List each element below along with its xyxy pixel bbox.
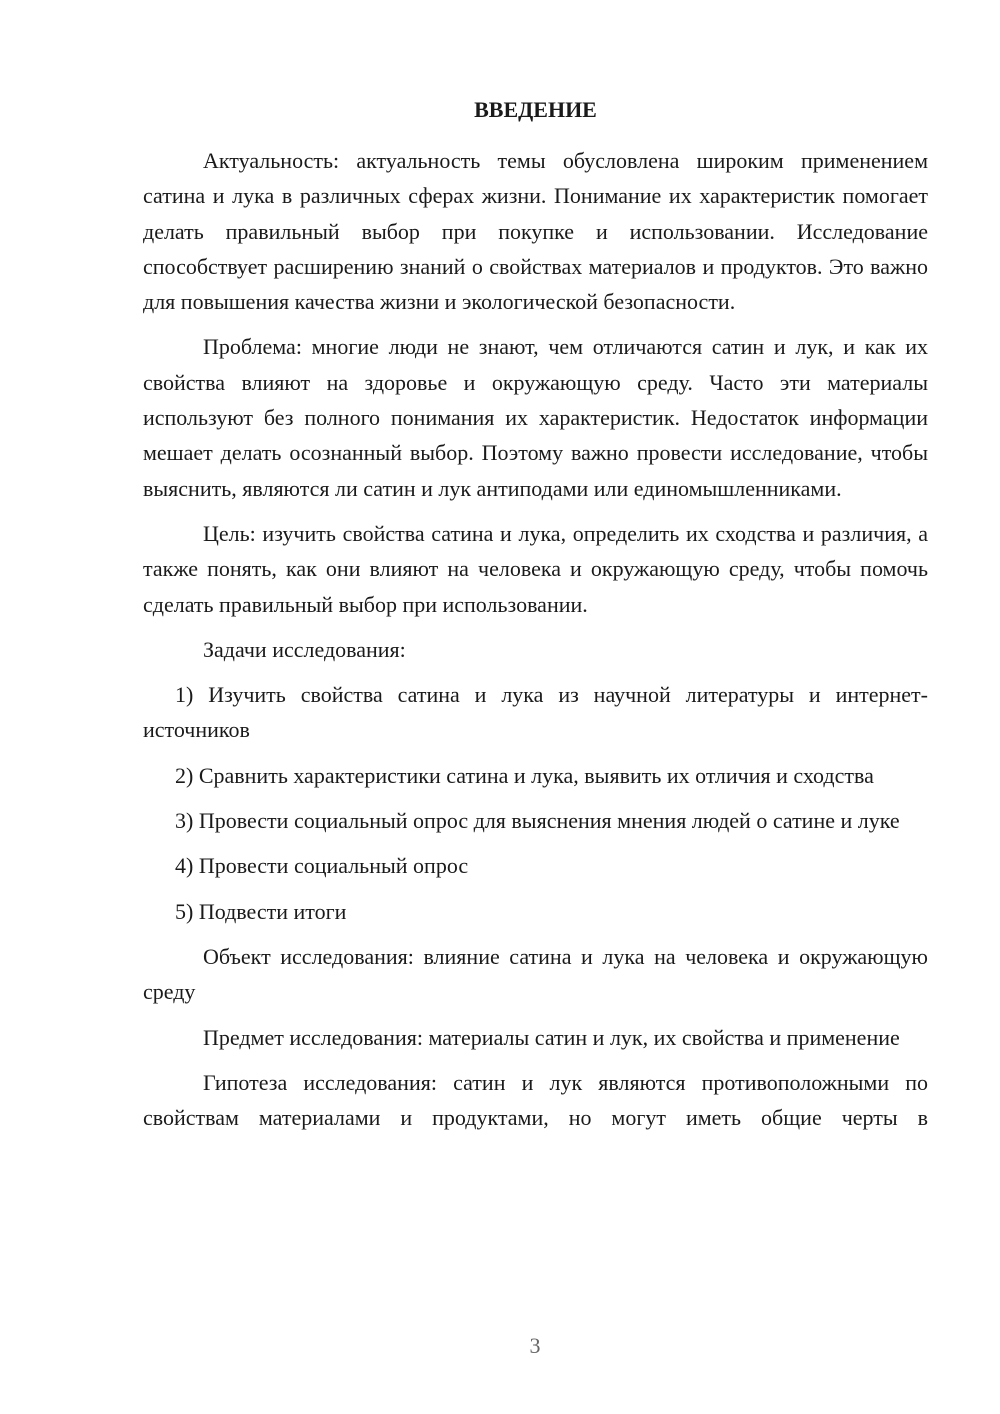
paragraph-relevance: Актуальность: актуальность темы обусловлена широким применением сатина и лука в различных сферах жизни. Понимание их характеристик помогает делать правильный выбор при покупке и использовании. Исследование способствует расширению знаний о свойствах материалов и продуктов. Это важно для повышения качества жизни и экологической безопасности. (143, 148, 928, 315)
task-item-4: 4) Провести социальный опрос (175, 853, 469, 879)
task-item-5: 5) Подвести итоги (175, 898, 347, 924)
paragraph-hypothesis: Гипотеза исследования: сатин и лук являются противоположными по свойствам материалами и продуктами, но могут иметь общие черты в (143, 1069, 928, 1131)
page-number: 3 (529, 1333, 541, 1358)
task-item-1: 1) Изучить свойства сатина и лука из научной литературы и интернет-источников (143, 682, 928, 743)
tasks-heading: Задачи исследования: (203, 636, 406, 662)
paragraph-goal: Цель: изучить свойства сатина и лука, определить их сходства и различия, а также понять, как они влияют на человека и окружающую среду, чтобы помочь сделать правильный выбор при использовании. (143, 520, 928, 617)
paragraph-object: Объект исследования: влияние сатина и лука на человека и окружающую среду (143, 943, 928, 1005)
paragraph-subject: Предмет исследования: материалы сатин и лук, их свойства и применение (203, 1024, 900, 1050)
document-page (143, 95, 928, 1135)
task-item-2: 2) Сравнить характеристики сатина и лука, выявить их отличия и сходства (175, 762, 874, 788)
section-title: ВВЕДЕНИЕ (474, 97, 597, 122)
task-item-3: 3) Провести социальный опрос для выяснения мнения людей о сатине и луке (175, 808, 900, 834)
paragraph-problem: Проблема: многие люди не знают, чем отличаются сатин и лук, и как их свойства влияют на здоровье и окружающую среду. Часто эти материалы используют без полного понимания их характеристик. Недостаток информации мешает делать осознанный выбор. Поэтому важно провести исследование, чтобы выяснить, являются ли сатин и лук антиподами или единомышленниками. (143, 334, 928, 501)
